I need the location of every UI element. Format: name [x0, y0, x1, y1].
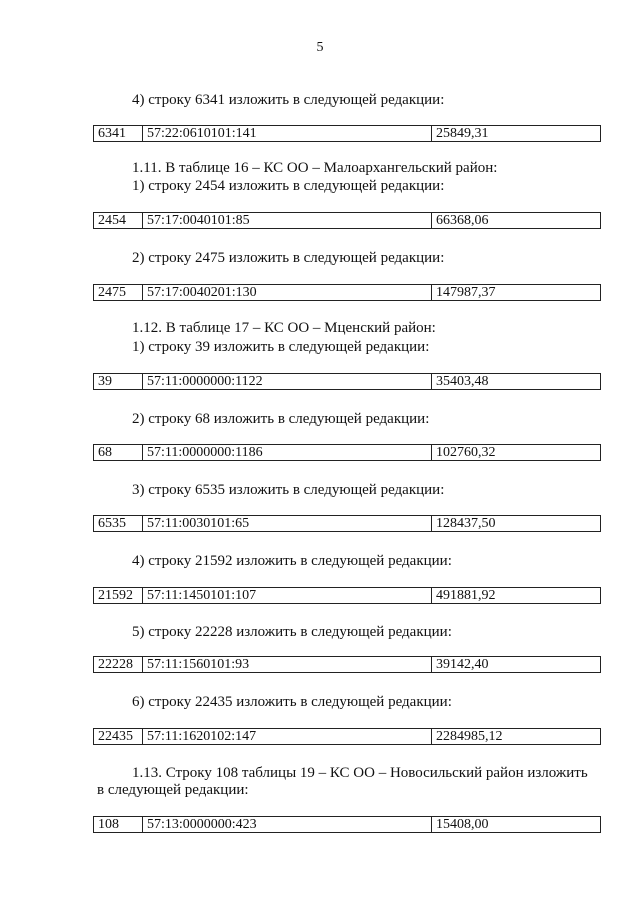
table-row — [93, 284, 601, 301]
row-number-cell: 6535 — [94, 516, 143, 531]
table-row — [93, 212, 601, 229]
paragraph: 4) строку 6341 изложить в следующей редакции: — [132, 92, 445, 108]
row-number-cell: 6341 — [94, 126, 143, 141]
table-row — [93, 125, 601, 142]
cadastral-number-cell: 57:13:0000000:423 — [143, 817, 432, 832]
value-cell: 15408,00 — [436, 817, 489, 832]
row-number-cell: 22435 — [94, 729, 143, 744]
cadastral-number-cell: 57:17:0040201:130 — [143, 285, 432, 300]
row-number-cell: 21592 — [94, 588, 143, 603]
cadastral-number-cell: 57:11:0000000:1122 — [143, 374, 432, 389]
value-cell: 491881,92 — [436, 588, 496, 603]
value-cell: 66368,06 — [436, 213, 489, 228]
row-number-cell: 108 — [94, 817, 143, 832]
paragraph: 1) строку 2454 изложить в следующей редакции: — [132, 178, 445, 194]
row-number-cell: 68 — [94, 445, 143, 460]
table-row — [93, 728, 601, 745]
table-row — [93, 515, 601, 532]
cadastral-number-cell: 57:11:0000000:1186 — [143, 445, 432, 460]
value-cell: 102760,32 — [436, 445, 496, 460]
row-number-cell: 2454 — [94, 213, 143, 228]
paragraph: 1.13. Строку 108 таблицы 19 – КС ОО – Новосильский район изложить — [132, 765, 588, 781]
page-number: 5 — [316, 40, 324, 55]
paragraph: 6) строку 22435 изложить в следующей редакции: — [132, 694, 452, 710]
paragraph: 1.12. В таблице 17 – КС ОО – Мценский район: — [132, 320, 436, 336]
row-number-cell: 2475 — [94, 285, 143, 300]
cadastral-number-cell: 57:17:0040101:85 — [143, 213, 432, 228]
paragraph: 1.11. В таблице 16 – КС ОО – Малоархангельский район: — [132, 160, 498, 176]
paragraph: 5) строку 22228 изложить в следующей редакции: — [132, 624, 452, 640]
paragraph: 4) строку 21592 изложить в следующей редакции: — [132, 553, 452, 569]
value-cell: 25849,31 — [436, 126, 489, 141]
table-row — [93, 656, 601, 673]
table-row — [93, 816, 601, 833]
value-cell: 35403,48 — [436, 374, 489, 389]
table-row — [93, 444, 601, 461]
paragraph: 2) строку 2475 изложить в следующей редакции: — [132, 250, 445, 266]
paragraph: 1) строку 39 изложить в следующей редакции: — [132, 339, 430, 355]
value-cell: 128437,50 — [436, 516, 496, 531]
cadastral-number-cell: 57:22:0610101:141 — [143, 126, 432, 141]
paragraph: 2) строку 68 изложить в следующей редакции: — [132, 411, 430, 427]
table-row — [93, 587, 601, 604]
value-cell: 39142,40 — [436, 657, 489, 672]
row-number-cell: 39 — [94, 374, 143, 389]
paragraph: 3) строку 6535 изложить в следующей редакции: — [132, 482, 445, 498]
cadastral-number-cell: 57:11:1450101:107 — [143, 588, 432, 603]
row-number-cell: 22228 — [94, 657, 143, 672]
cadastral-number-cell: 57:11:0030101:65 — [143, 516, 432, 531]
value-cell: 2284985,12 — [436, 729, 503, 744]
cadastral-number-cell: 57:11:1560101:93 — [143, 657, 432, 672]
paragraph: в следующей редакции: — [97, 782, 249, 798]
cadastral-number-cell: 57:11:1620102:147 — [143, 729, 432, 744]
value-cell: 147987,37 — [436, 285, 496, 300]
table-row — [93, 373, 601, 390]
